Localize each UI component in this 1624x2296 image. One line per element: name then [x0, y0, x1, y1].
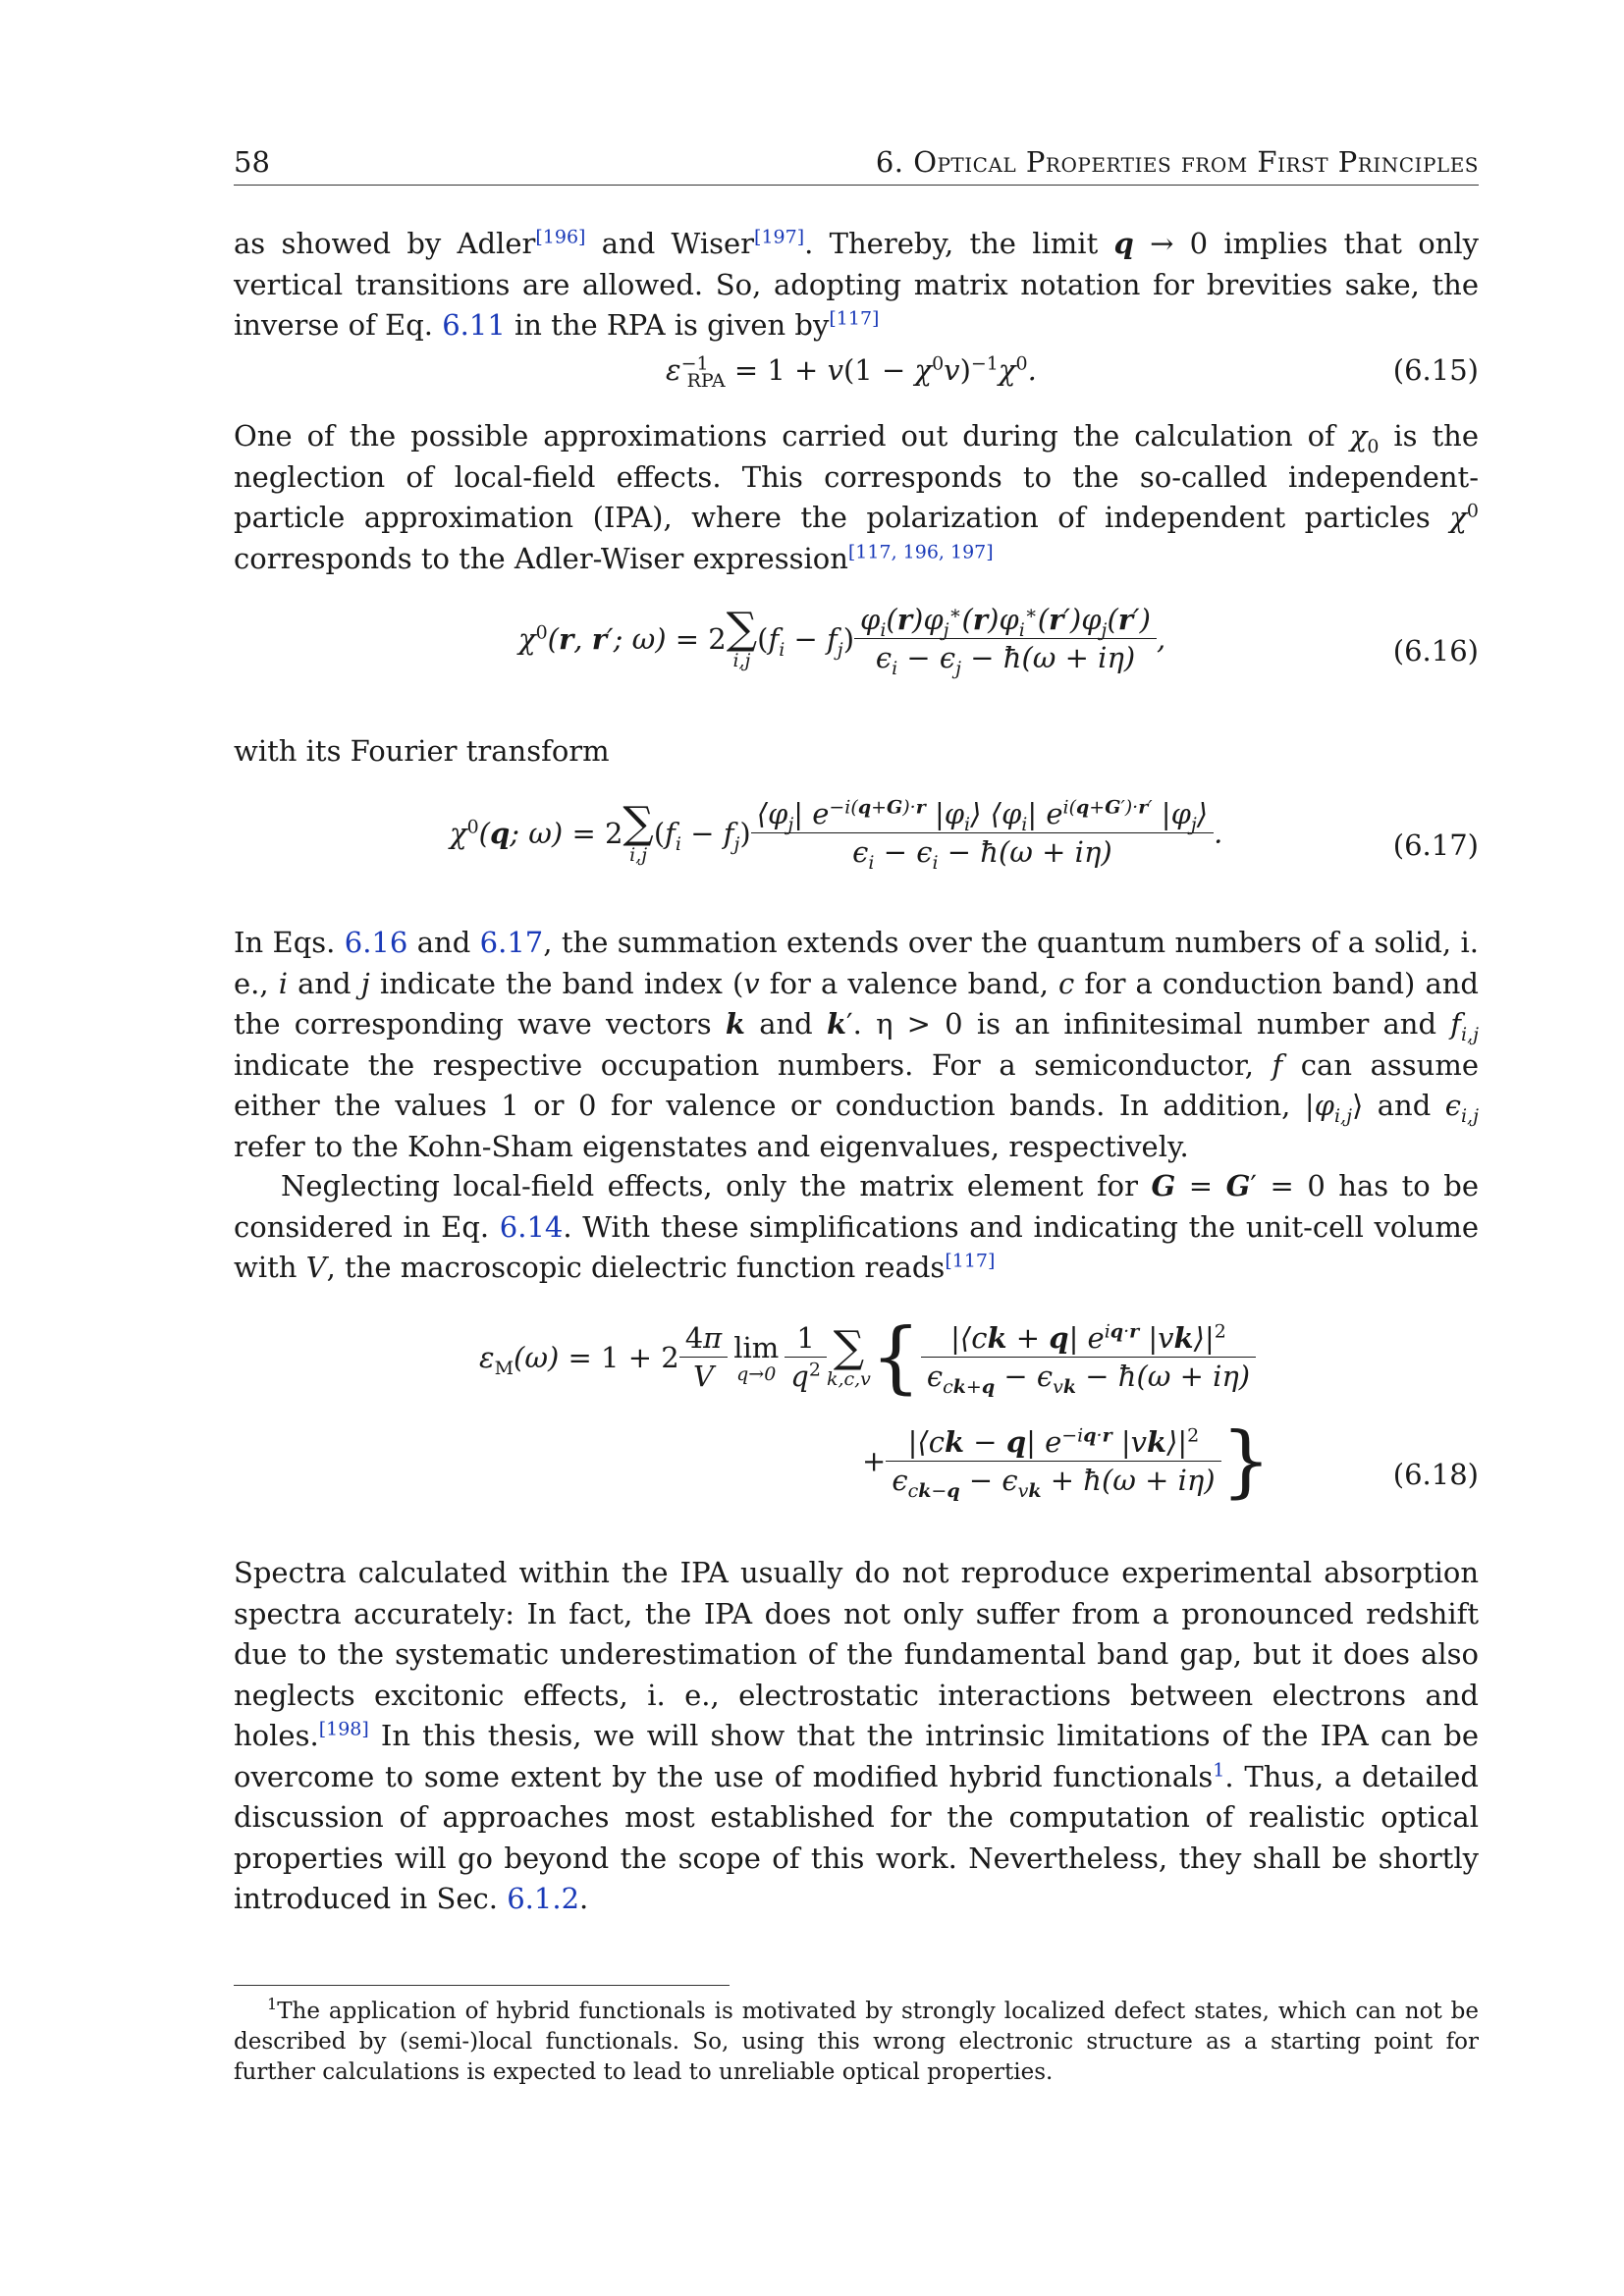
- equation-number: (6.18): [1392, 1458, 1479, 1491]
- equation-6-18: $\varepsilon_M(\omega) = 1 + 2$ $\frac{4\pi}{V}$ lim q→0 $\frac{1}{q^2}$ ∑ k,c,v { $\frac{|⟨ck + q| e^{iq\cdot r} |vk⟩|^2}{\epsilon_{ck+q} - \epsilon_{vk} - ħ(\omega + i\eta)}$ + $\frac{|⟨ck - q| e^{-iq\cdot r} |vk⟩|^2}{\epsilon_{ck-q} - \epsilon_{vk} + ħ(\omega + i\eta)}$ } (6.18): [479, 1310, 1479, 1507]
- paragraph-5: Neglecting local-field effects, only the matrix element for G = G′ = 0 has to be considered in Eq. 6.14. With these simplifications and indicating the unit-cell volume with V, the macroscopic dielectric function reads[117]: [234, 1169, 1479, 1284]
- paragraph-4: In Eqs. 6.16 and 6.17, the summation extends over the quantum numbers of a solid, i. e., i and j indicate the band index (v for a valence band, c for a conduction band) and the corresponding wave vectors k and k′. η > 0 is an infinitesimal number and $f_{i,j}$ indicate the respective occupation numbers. For a semiconductor, f can assume either the values 1 or 0 for valence or conduction bands. In addition, $|\varphi_{i,j}⟩$ and $\epsilon_{i,j}$ refer to the Kohn-Sham eigenstates and eigenvalues, respectively.: [234, 926, 1480, 1163]
- citation[interactable]: [117]: [829, 307, 880, 330]
- footnote: [234, 1997, 1479, 2088]
- paragraph-2: One of the possible approximations carried out during the calculation of $\chi_0$ is the neglection of local-field effects. This corresponds to the so-called independent-particle approximation (IPA), where the polarization of independent particles $\chi^0$ corresponds to the Adler-Wiser expression[117, 196, 197]: [234, 419, 1479, 575]
- citation[interactable]: [117, 196, 197]: [847, 540, 994, 562]
- citation[interactable]: [197]: [754, 226, 805, 248]
- citation[interactable]: [198]: [318, 1718, 369, 1740]
- paragraph-6: Spectra calculated within the IPA usually do not reproduce experimental absorption spectra accurately: In fact, the IPA does not only suffer from a pronounced redshift due to the systematic underestimation of the fundamental band gap, but it does also neglects excitonic effects, i. e., electrostatic interactions between electrons and holes.[198] In this thesis, we will show that the intrinsic limitations of the IPA can be overcome to some extent by the use of modified hybrid functionals$^1$. Thus, a detailed discussion of approaches most established for the computation of realistic optical properties will go beyond the scope of this work. Nevertheless, they shall be shortly introduced in Sec. 6.1.2.: [234, 1556, 1479, 1915]
- chapter-title: 6. Optical Properties from First Principles: [875, 145, 1479, 179]
- page-header: [234, 145, 1479, 186]
- paragraph-3: with its Fourier transform: [234, 734, 610, 768]
- footnote-rule: [234, 1985, 730, 1986]
- page-number: 58: [234, 145, 270, 179]
- equation-number: (6.15): [1392, 353, 1479, 387]
- equation-number: (6.17): [1392, 828, 1479, 862]
- citation[interactable]: [196]: [535, 226, 586, 248]
- footnote-number: 1: [267, 1995, 278, 2014]
- section-ref[interactable]: 6.1.2: [507, 1882, 580, 1915]
- equation-6-16: $\chi^0(r$, r′; ω) = 2 ∑ i,j $(f_i - f_j)$ $\frac{\varphi_i(r)\varphi_j^∗(r)\varphi_i^∗(r')\varphi_j(r')}{\epsilon_i - \epsilon_j - ħ(\omega + i\eta)}$ , (6.16): [518, 602, 1479, 679]
- equation-ref[interactable]: 6.14: [499, 1209, 564, 1244]
- equation-6-15: $\varepsilon^{-1}_{RPA} = 1 + v(1 - \chi^0v)^{-1}\chi^0$. (6.15): [666, 352, 1479, 392]
- equation-ref[interactable]: 6.11: [442, 308, 506, 342]
- equation-number: (6.16): [1392, 634, 1479, 667]
- equation-ref[interactable]: 6.17: [479, 926, 544, 959]
- equation-6-17: $\chi^0(q$; ω) = 2 ∑ i,j $(f_i - f_j)$ $\frac{⟨\varphi_j| e^{-i(q+G)\cdot r} |\varphi_i⟩ ⟨\varphi_i| e^{i(q+G')\cdot r'} |\varphi_j⟩}{\epsilon_i - \epsilon_i - ħ(\omega + i\eta)}$ . (6.17): [450, 796, 1479, 874]
- footnote-text: The application of hybrid functionals is motivated by strongly localized defect states, which can not be described by (semi-)local functionals. So, using this wrong electronic structure as a starting point for further calculations is expected to lead to unreliable optical properties.: [234, 1999, 1479, 2085]
- footnote-mark[interactable]: 1: [1213, 1758, 1225, 1781]
- paragraph-1: as showed by Adler[196] and Wiser[197]. Thereby, the limit q → 0 implies that only vertical transitions are allowed. So, adopting matrix notation for brevities sake, the inverse of Eq. 6.11 in the RPA is given by[117]: [234, 226, 1479, 342]
- citation[interactable]: [117]: [945, 1250, 996, 1272]
- equation-ref[interactable]: 6.16: [344, 926, 408, 959]
